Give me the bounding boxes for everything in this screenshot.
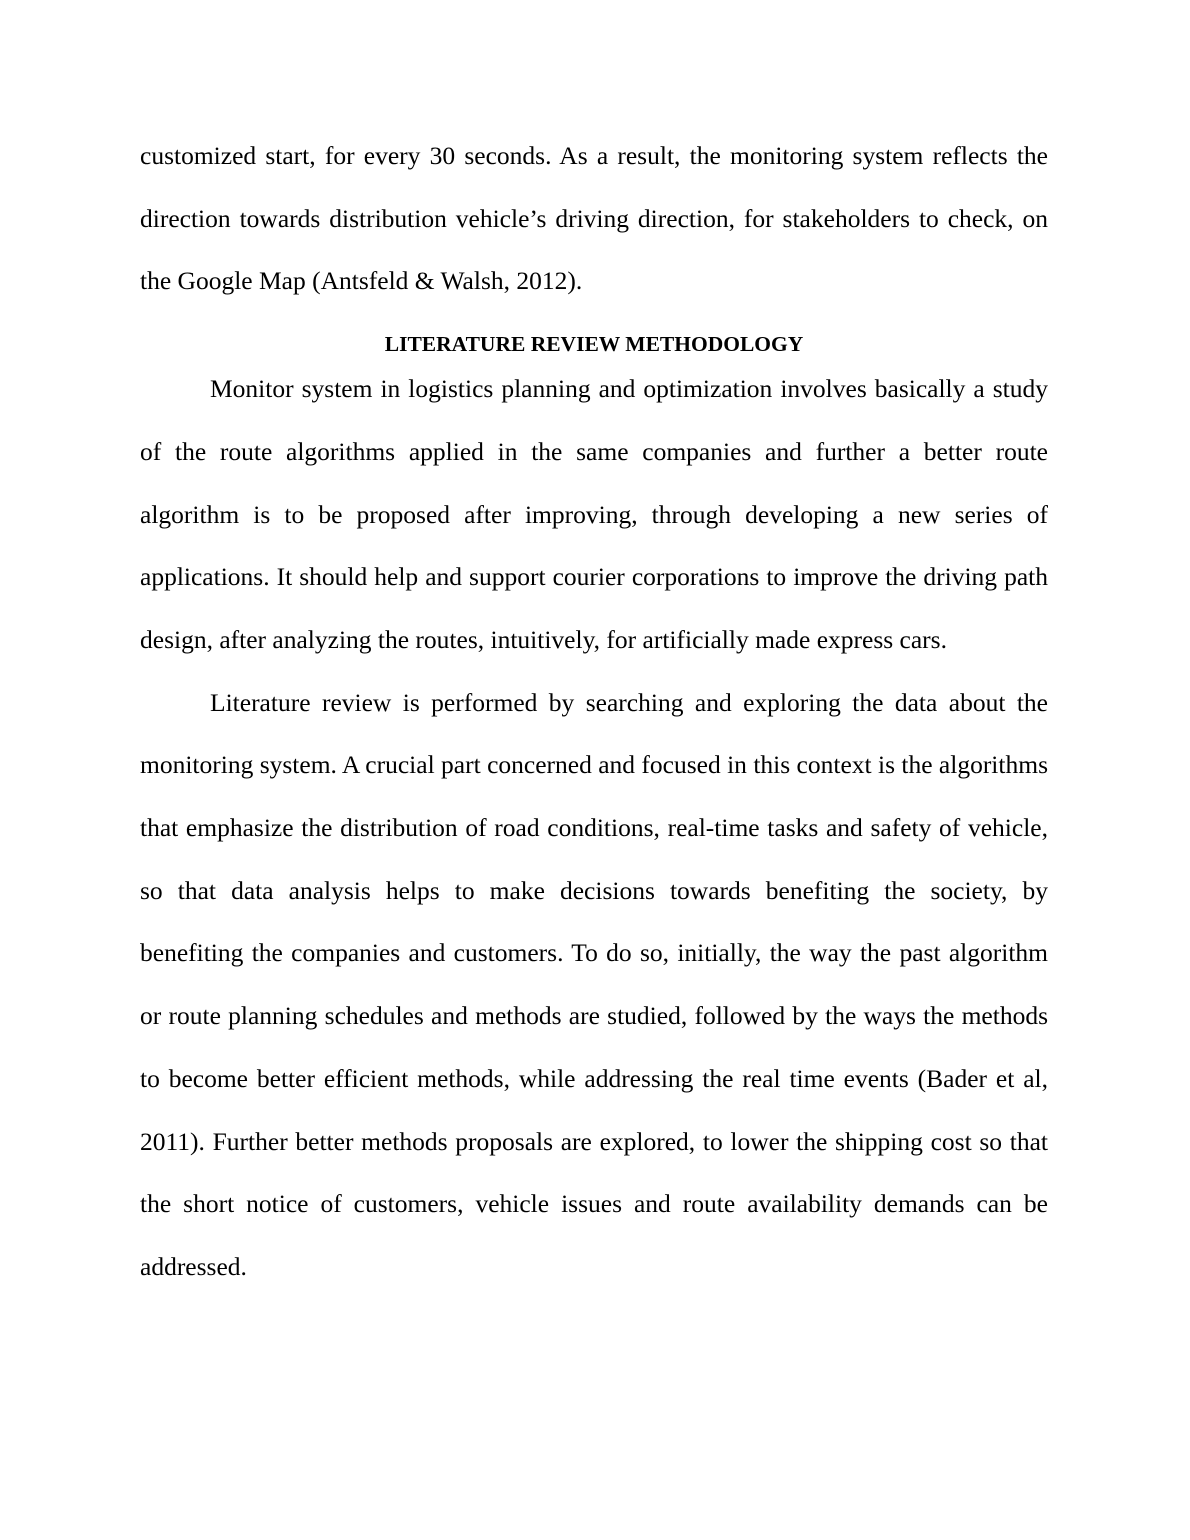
paragraph-literature-review: Literature review is performed by searching and exploring the data about the monitoring system. A crucial part concerned and focused in this context is the algorithms that emphasize the distribution of road conditions, real-time tasks and safety of vehicle, so that data analysis helps to make decisions towards benefiting the society, by benefiting the companies and customers. To do so, initially, the way the past algorithm or route planning schedules and methods are studied, followed by the ways the methods to become better efficient methods, while addressing the real time events (Bader et al, 2011). Further better methods proposals are explored, to lower the shipping cost so that the short notice of customers, vehicle issues and route availability demands can be addressed. bbox=[140, 687, 1048, 1281]
paragraph-monitor-system: Monitor system in logistics planning and optimization involves basically a study of the route algorithms applied in the same companies and further a better route algorithm is to be proposed after improving, through developing a new series of applications. It should help and support courier corporations to improve the driving path design, after analyzing the routes, intuitively, for artificially made express cars. bbox=[140, 374, 1048, 654]
section-heading: LITERATURE REVIEW METHODOLOGY bbox=[384, 332, 804, 357]
continued-paragraph: customized start, for every 30 seconds. As a result, the monitoring system reflects the direction towards distribution vehicle’s driving direction, for stakeholders to check, on the Google Map (Antsfeld & Walsh, 2012). bbox=[140, 141, 1048, 296]
document-page bbox=[140, 125, 1048, 1299]
